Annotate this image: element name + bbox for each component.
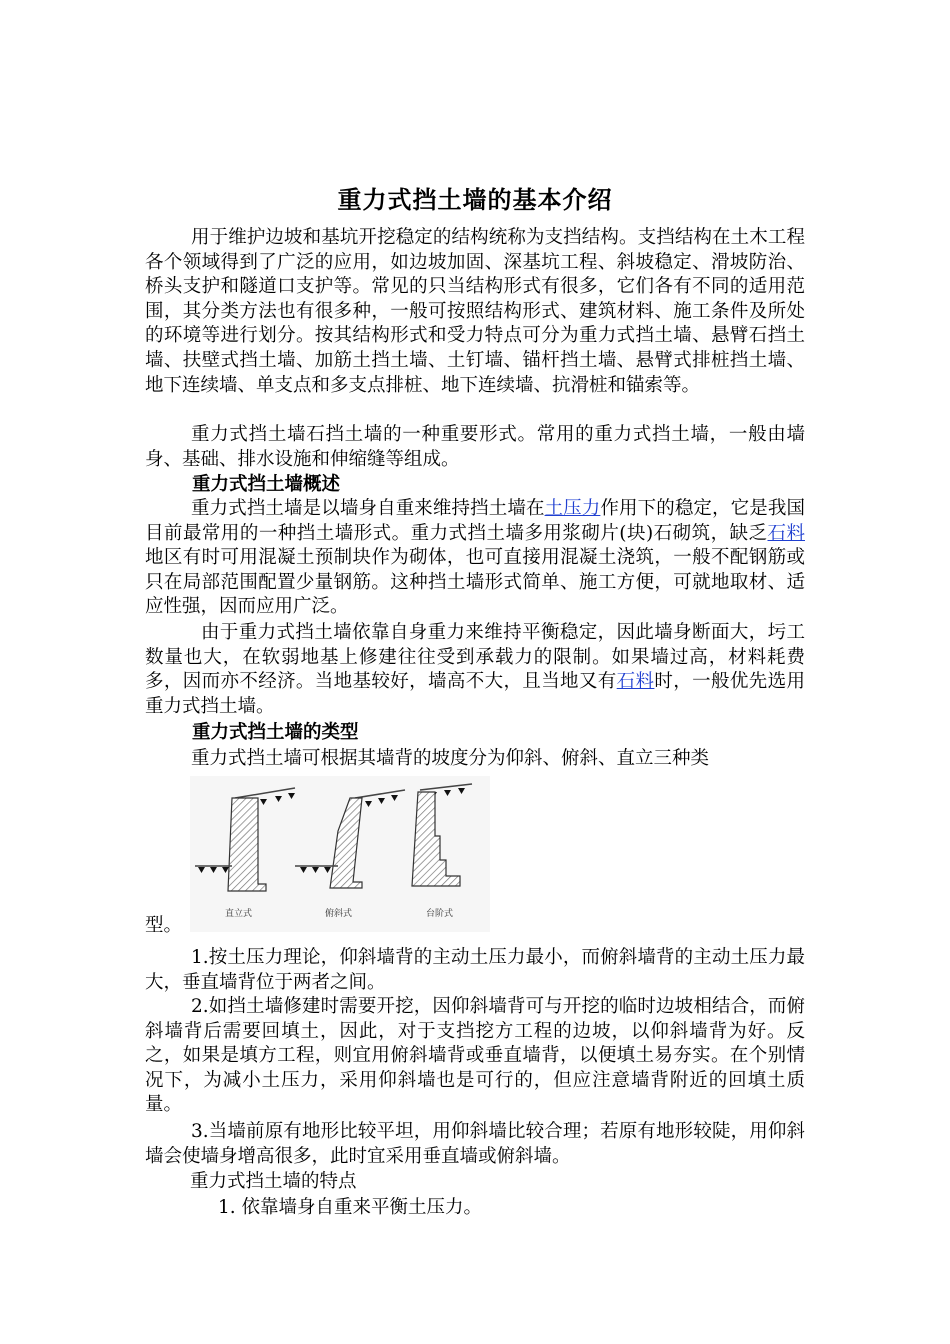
point-2: 2.如挡土墙修建时需要开挖，因仰斜墙背可与开挖的临时边坡相结合，而俯斜墙背后需要回填土，因此，对于支挡挖方工程的边坡，以仰斜墙背为好。反之，如果是填方工程，则宜用俯斜墙背或垂直墙背，以便填土易夯实。在个别情况下，为减小土压力，采用仰斜墙也是可行的，但应注意墙背附近的回填土质量。 (145, 996, 805, 1116)
figure-label-stepped: 台阶式 (426, 909, 454, 919)
overview-paragraph-1 (145, 497, 805, 620)
section-heading-overview: 重力式挡土墙概述 (192, 474, 341, 495)
document-title: 重力式挡土墙的基本介绍 (337, 185, 613, 214)
intro-paragraph-1: 用于维护边坡和基坑开挖稳定的结构统称为支挡结构。支挡结构在土木工程各个领域得到了广泛的应用，如边坡加固、深基坑工程、斜坡稳定、滑坡防治、桥头支护和隧道口支护等。常见的只当结构形式有很多，它们各有不同的适用范围，其分类方法也有很多种，一般可按照结构形式、建筑材料、施工条件及所处的环境等进行划分。按其结构形式和受力特点可分为重力式挡土墙、悬臂石挡土墙、扶壁式挡土墙、加筋土挡土墙、土钉墙、锚杆挡土墙、悬臂式排桩挡土墙、地下连续墙、单支点和多支点排桩、地下连续墙、抗滑桩和锚索等。 (145, 227, 805, 396)
section-heading-features: 重力式挡土墙的特点 (190, 1171, 357, 1192)
figure-label-vertical: 直立式 (225, 909, 253, 919)
point-1: 1.按土压力理论，仰斜墙背的主动土压力最小，而俯斜墙背的主动土压力最大，垂直墙背位于两者之间。 (145, 947, 805, 993)
overview-paragraph-2 (145, 621, 805, 719)
overview-text-a: 重力式挡土墙是以墙身自重来维持挡土墙在 (191, 498, 545, 519)
overview-text-c: 地区有时可用混凝土预制块作为砌体，也可直接用混凝土浇筑，一般不配钢筋或只在局部范围配置少量钢筋。这种挡土墙形式简单、施工方便，可就地取材、适应性强，因而应用广泛。 (145, 547, 805, 618)
section-heading-types: 重力式挡土墙的类型 (192, 722, 359, 743)
overview-text-d: 由于重力式挡土墙依靠自身重力来维持平衡稳定，因此墙身断面大，圬工数量也大，在软弱地基上修建往往受到承载力的限制。如果墙过高，材料耗费多，因而亦不经济。当地基较好，墙高不大，且当地又有 (145, 622, 805, 693)
feature-1: 1. 依靠墙身自重来平衡土压力。 (218, 1197, 483, 1218)
intro-paragraph-2: 重力式挡土墙石挡土墙的一种重要形式。常用的重力式挡土墙，一般由墙身、基础、排水设施和伸缩缝等组成。 (145, 424, 805, 470)
stone-material-link[interactable]: 石料 (767, 522, 805, 544)
overview-text-b: 作用下的稳定，它是我国目前最常用的一种挡土墙形式。重力式挡土墙多用浆砌片(块)石砌筑，缺乏 (145, 498, 805, 544)
types-paragraph: 重力式挡土墙可根据其墙背的坡度分为仰斜、俯斜、直立三种类 (191, 748, 710, 769)
retaining-wall-types-figure (190, 776, 490, 932)
earth-pressure-link[interactable]: 土压力 (544, 498, 601, 519)
overview-text-e: 时，一般优先选用重力式挡土墙。 (145, 671, 805, 717)
stone-material-link-2[interactable]: 石料 (616, 671, 655, 693)
figure-label-inclined: 俯斜式 (325, 909, 353, 919)
point-3: 3.当墙前原有地形比较平坦，用仰斜墙比较合理；若原有地形较陡，用仰斜墙会使墙身增高很多，此时宜采用垂直墙或俯斜墙。 (145, 1121, 805, 1167)
types-paragraph-tail: 型。 (145, 915, 183, 936)
